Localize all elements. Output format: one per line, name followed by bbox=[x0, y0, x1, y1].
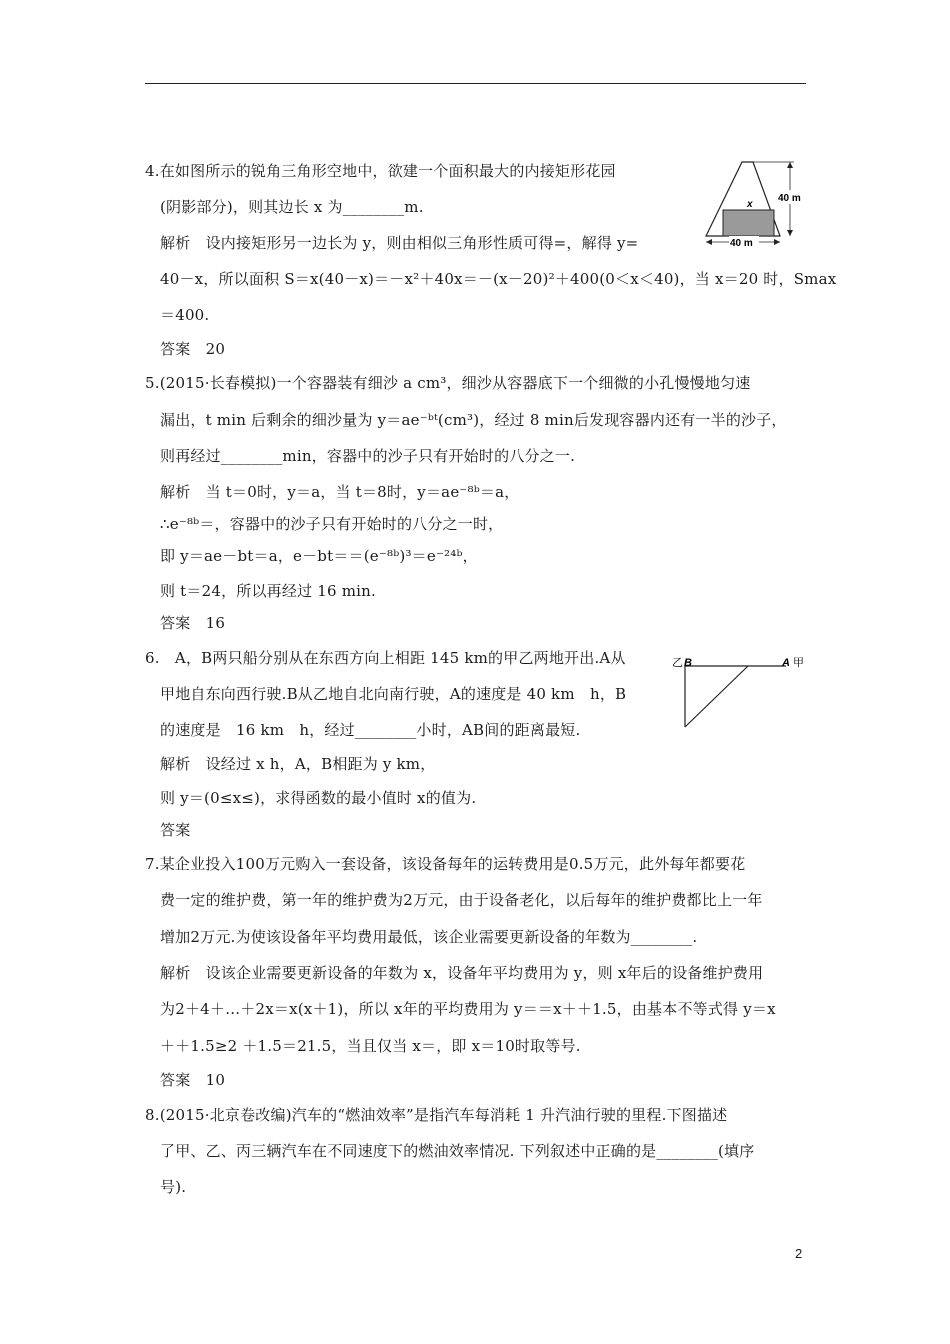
a-label: A bbox=[782, 657, 790, 669]
text-line-24: 解析 设该企业需要更新设备的年数为 x，设备年平均费用为 y，则 x年后的设备维护费用 bbox=[160, 964, 764, 982]
height-label: 40 m bbox=[778, 193, 801, 204]
text-line-11: ∴e⁻⁸ᵇ＝，容器中的沙子只有开始时的八分之一时， bbox=[160, 515, 504, 533]
jia-label: 甲 bbox=[793, 657, 804, 669]
text-line-28: 8.(2015·北京卷改编)汽车的“燃油效率”是指汽车每消耗 1 升汽油行驶的里程.下图描述 bbox=[145, 1106, 728, 1124]
header-rule bbox=[145, 83, 806, 84]
text-line-30: 号). bbox=[160, 1178, 187, 1196]
ships-figure bbox=[672, 650, 812, 730]
text-line-17: 的速度是 16 km h，经过________小时，AB间的距离最短. bbox=[160, 721, 581, 739]
text-line-26: ＋＋1.5≥2 ＋1.5＝21.5，当且仅当 x＝，即 x＝10时取等号. bbox=[160, 1037, 581, 1055]
text-line-21: 7.某企业投入100万元购入一套设备，该设备每年的运转费用是0.5万元，此外每年都要花 bbox=[145, 855, 746, 873]
inscribed-rectangle bbox=[723, 210, 774, 236]
answer-6: 答案 bbox=[160, 821, 191, 839]
yi-label: 乙 bbox=[672, 657, 683, 669]
page-number: 2 bbox=[795, 1246, 803, 1261]
text-line-12: 即 y＝ae－bt＝a，e－bt＝＝(e⁻⁸ᵇ)³＝e⁻²⁴ᵇ， bbox=[160, 547, 478, 565]
height-arrow-up bbox=[787, 162, 793, 168]
base-arrow-left bbox=[706, 239, 712, 245]
text-line-22: 费一定的维护费，第一年的维护费为2万元，由于设备老化，以后每年的维护费都比上一年 bbox=[160, 891, 763, 909]
text-line-9: 则再经过________min，容器中的沙子只有开始时的八分之一. bbox=[160, 447, 576, 465]
base-label: 40 m bbox=[730, 238, 753, 248]
text-line-4: 40－x，所以面积 S＝x(40－x)＝－x²＋40x＝－(x－20)²＋400(0＜x＜40)，当 x＝20 时，Smax bbox=[160, 270, 837, 288]
text-line-2: (阴影部分)，则其边长 x 为________m. bbox=[160, 198, 424, 216]
text-line-16: 甲地自东向西行驶.B从乙地自北向南行驶，A的速度是 40 km h，B bbox=[160, 685, 627, 703]
text-line-29: 了甲、乙、丙三辆汽车在不同速度下的燃油效率情况. 下列叙述中正确的是________(填序 bbox=[160, 1142, 755, 1160]
text-line-23: 增加2万元.为使该设备年平均费用最低，该企业需要更新设备的年数为________. bbox=[160, 928, 698, 946]
text-line-25: 为2＋4＋…＋2x＝x(x＋1)，所以 x年的平均费用为 y＝＝x＋＋1.5，由基本不等式得 y＝x bbox=[160, 1000, 776, 1018]
text-line-15: 6. A，B两只船分别从在东西方向上相距 145 km的甲乙两地开出.A从 bbox=[145, 649, 626, 667]
text-line-1: 4.在如图所示的锐角三角形空地中，欲建一个面积最大的内接矩形花园 bbox=[145, 162, 616, 180]
text-line-3: 解析 设内接矩形另一边长为 y，则由相似三角形性质可得=，解得 y= bbox=[160, 234, 639, 252]
text-line-19: 则 y＝(0≤x≤)，求得函数的最小值时 x的值为. bbox=[160, 789, 477, 807]
base-arrow-right bbox=[774, 239, 780, 245]
answer-5: 答案 16 bbox=[160, 614, 226, 632]
distance-line bbox=[685, 666, 748, 727]
text-line-10: 解析 当 t＝0时，y＝a，当 t＝8时，y＝ae⁻⁸ᵇ＝a， bbox=[160, 483, 520, 501]
height-arrow-down bbox=[787, 230, 793, 236]
answer-7: 答案 10 bbox=[160, 1071, 226, 1089]
text-line-8: 漏出，t min 后剩余的细沙量为 y＝ae⁻ᵇᵗ(cm³)，经过 8 min后发现容器内还有一半的沙子， bbox=[160, 411, 787, 429]
side-x-label: x bbox=[747, 199, 753, 210]
answer-4: 答案 20 bbox=[160, 340, 226, 358]
b-label: B bbox=[684, 657, 692, 669]
text-line-5: ＝400. bbox=[160, 306, 210, 324]
text-line-7: 5.(2015·长春模拟)一个容器装有细沙 a cm³，细沙从容器底下一个细微的小孔慢慢地匀速 bbox=[145, 374, 751, 392]
triangle-figure bbox=[696, 156, 810, 248]
text-line-13: 则 t＝24，所以再经过 16 min. bbox=[160, 582, 376, 600]
text-line-18: 解析 设经过 x h，A，B相距为 y km， bbox=[160, 755, 436, 773]
